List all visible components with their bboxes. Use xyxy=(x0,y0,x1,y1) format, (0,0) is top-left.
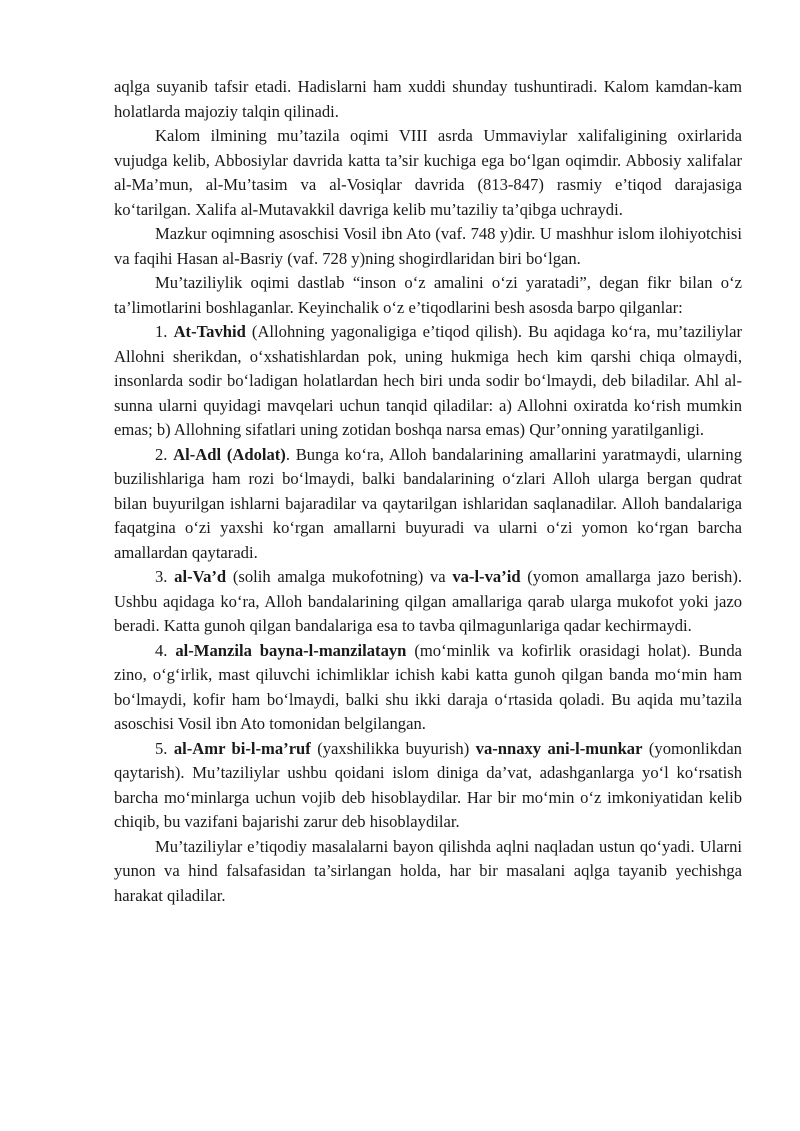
list-item-adl xyxy=(114,443,742,566)
list-item-manzila xyxy=(114,639,742,737)
item-text: (yomonlikdan qaytarish). Mu’taziliylar ushbu qoidani islom diniga da’vat, adashganlarga yo‘l ko‘rsatish barcha mo‘minlarga uchun vojib deb hisoblaydilar. Har bir mo‘min o‘z imkoniyatidan kelib chiqib, bu vazifani bajarishi zarur deb hisoblaydilar. xyxy=(114,738,742,831)
paragraph-founder: Mazkur oqimning asoschisi Vosil ibn Ato (vaf. 748 y)dir. U mashhur islom ilohiyotchisi va faqihi Hasan al-Basriy (vaf. 728 y)ning shogirdlaridan biri bo‘lgan. xyxy=(114,224,742,268)
document-page xyxy=(114,75,742,908)
item-text: (yomon amallarga jazo berish). Ushbu aqidaga ko‘ra, Alloh bandalarining qilgan amallariga qarab ularga mukofot yoki jazo beradi. Katta gunoh qilgan bandalariga esa to tavba qilmagunlariga qadar kechirmaydi. xyxy=(114,567,742,635)
paragraph-conclusion: Mu’taziliylar e’tiqodiy masalalarni bayon qilishda aqlni naqladan ustun qo‘yadi. Ularni yunon va hind falsafasidan ta’sirlangan holda, har bir masalani aqlga tayanib yechishga harakat qiladilar. xyxy=(114,836,742,905)
item-term: At-Tavhid xyxy=(173,322,246,341)
paragraph-intro-continuation: aqlga suyanib tafsir etadi. Hadislarni ham xuddi shunday tushuntiradi. Kalom kamdan-kam holatlarda majoziy talqin qilinadi. xyxy=(114,77,742,121)
item-term-secondary: va-nnaxy ani-l-munkar xyxy=(475,738,643,758)
paragraph-mutazila-origin: Kalom ilmining mu’tazila oqimi VIII asrda Ummaviylar xalifaligining oxirlarida vujudga kelib, Abbosiylar davrida katta ta’sir kuchiga ega bo‘lgan oqimdir. Abbosiy xalifalar al-Ma’mun, al-Mu’tasim va al-Vosiqlar davrida (813-847) rasmiy e’tiqod darajasiga ko‘tarilgan. Xalifa al-Mutavakkil davriga kelib mu’taziliy ta’qibga uchraydi. xyxy=(114,126,742,219)
item-number: 3. xyxy=(155,567,175,586)
item-number: 1. xyxy=(155,322,174,341)
paragraph-five-principles-intro: Mu’taziliylik oqimi dastlab “inson o‘z amalini o‘zi yaratadi”, degan fikr bilan o‘z ta’limotlarini boshlaganlar. Keyinchalik o‘z e’tiqodlarini besh asosda barpo qilganlar: xyxy=(114,273,742,317)
list-item-amr xyxy=(114,737,742,835)
item-text: (yaxshilikka buyurish) xyxy=(310,738,476,758)
item-term-secondary: va-l-va’id xyxy=(452,567,521,586)
item-term: al-Va’d xyxy=(174,567,227,586)
item-number: 4. xyxy=(155,640,176,660)
item-term: al-Amr bi-l-ma’ruf xyxy=(173,738,311,758)
item-text: (mo‘minlik va kofirlik orasidagi holat). Bunda zino, o‘g‘irlik, mast qiluvchi ichimliklar ichish kabi katta gunoh qilgan banda mo‘min ham bo‘lmaydi, kofir ham bo‘lmaydi, balki shu ikki daraja o‘rtasida qoladi. Bu aqida mu’tazila asoschisi Vosil ibn Ato tomonidan belgilangan. xyxy=(114,640,742,733)
item-term: al-Manzila bayna-l-manzilatayn xyxy=(175,640,407,660)
item-number: 2. xyxy=(155,444,174,464)
list-item-tavhid xyxy=(114,320,742,443)
item-text: (solih amalga mukofotning) va xyxy=(226,567,453,586)
item-number: 5. xyxy=(155,738,174,758)
item-text: . Bunga ko‘ra, Alloh bandalarining amallarini yaratmaydi, ularning buzilishlariga ham rozi bo‘lmaydi, balki bandalarining o‘zlari Alloh ularga bergan qudrat bilan buyurilgan ishlarni bajaradilar va qaytarilgan ishlaridan saqlanadilar. Alloh bandalariga faqatgina o‘zi yaxshi ko‘rgan amallarni buyuradi va ularni o‘zi yomon ko‘rgan barcha amallardan qaytaradi. xyxy=(114,444,743,562)
item-text: (Allohning yagonaligiga e’tiqod qilish). Bu aqidaga ko‘ra, mu’taziliylar Allohni sherikdan, o‘xshatishlardan pok, uning hukmiga hech kim qarshi chiqa olmaydi, insonlarda sodir bo‘ladigan holatlardan hech biri unda sodir bo‘lmaydi, deb biladilar. Ahl al-sunna ularni quyidagi mavqelari uchun tanqid qiladilar: a) Allohni oxiratda ko‘rish mumkin emas; b) Allohning sifatlari uning zotidan boshqa narsa emas) Qur’onning yaratilganligi. xyxy=(114,322,743,439)
list-item-vad xyxy=(114,565,742,639)
item-term: Al-Adl (Adolat) xyxy=(173,444,286,464)
